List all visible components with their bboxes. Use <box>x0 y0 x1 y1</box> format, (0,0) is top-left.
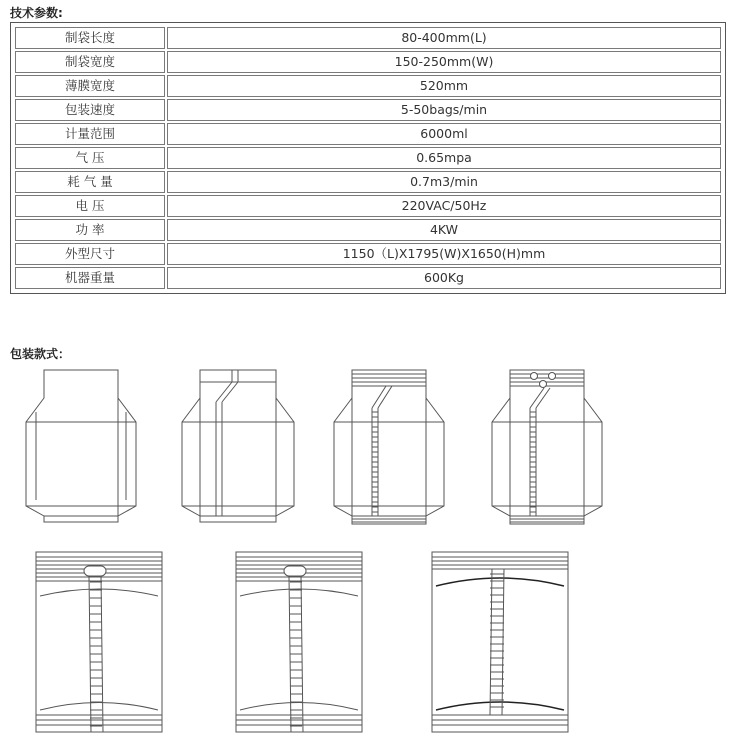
gusset-bag-center-seal-holes-icon <box>492 370 602 524</box>
gusset-bag-double-seam-icon <box>182 370 294 522</box>
spec-table <box>13 25 723 291</box>
spec-value: 4KW <box>167 219 721 241</box>
spec-row <box>15 147 721 169</box>
spec-label: 电 压 <box>15 195 165 217</box>
spec-row <box>15 27 721 49</box>
spec-value: 520mm <box>167 75 721 97</box>
spec-row <box>15 75 721 97</box>
pillow-bag-hang-hole-icon <box>36 552 162 732</box>
package-styles-title: 包装款式： <box>10 347 71 361</box>
spec-value: 0.65mpa <box>167 147 721 169</box>
spec-row <box>15 195 721 217</box>
gusset-bag-plain-icon <box>26 370 136 522</box>
gusset-bag-center-seal-icon <box>334 370 444 524</box>
spec-value: 600Kg <box>167 267 721 289</box>
spec-label: 计量范围 <box>15 123 165 145</box>
spec-label: 功 率 <box>15 219 165 241</box>
spec-value: 220VAC/50Hz <box>167 195 721 217</box>
package-style-illustrations <box>0 360 734 746</box>
spec-row <box>15 243 721 265</box>
spec-value: 6000ml <box>167 123 721 145</box>
spec-row <box>15 123 721 145</box>
spec-label: 外型尺寸 <box>15 243 165 265</box>
spec-row <box>15 171 721 193</box>
spec-table-frame <box>10 22 726 294</box>
spec-value: 5-50bags/min <box>167 99 721 121</box>
spec-value: 1150（L)X1795(W)X1650(H)mm <box>167 243 721 265</box>
pillow-bag-center-seal-icon <box>432 552 568 732</box>
spec-row <box>15 99 721 121</box>
spec-label: 机器重量 <box>15 267 165 289</box>
spec-row <box>15 267 721 289</box>
spec-row <box>15 51 721 73</box>
spec-label: 包装速度 <box>15 99 165 121</box>
pillow-bag-hang-hole-alt-icon <box>236 552 362 732</box>
spec-row <box>15 219 721 241</box>
spec-label: 耗 气 量 <box>15 171 165 193</box>
spec-label: 制袋长度 <box>15 27 165 49</box>
spec-value: 80-400mm(L) <box>167 27 721 49</box>
spec-label: 制袋宽度 <box>15 51 165 73</box>
spec-value: 150-250mm(W) <box>167 51 721 73</box>
spec-label: 薄膜宽度 <box>15 75 165 97</box>
tech-params-title: 技术参数: <box>10 6 63 20</box>
spec-value: 0.7m3/min <box>167 171 721 193</box>
spec-label: 气 压 <box>15 147 165 169</box>
